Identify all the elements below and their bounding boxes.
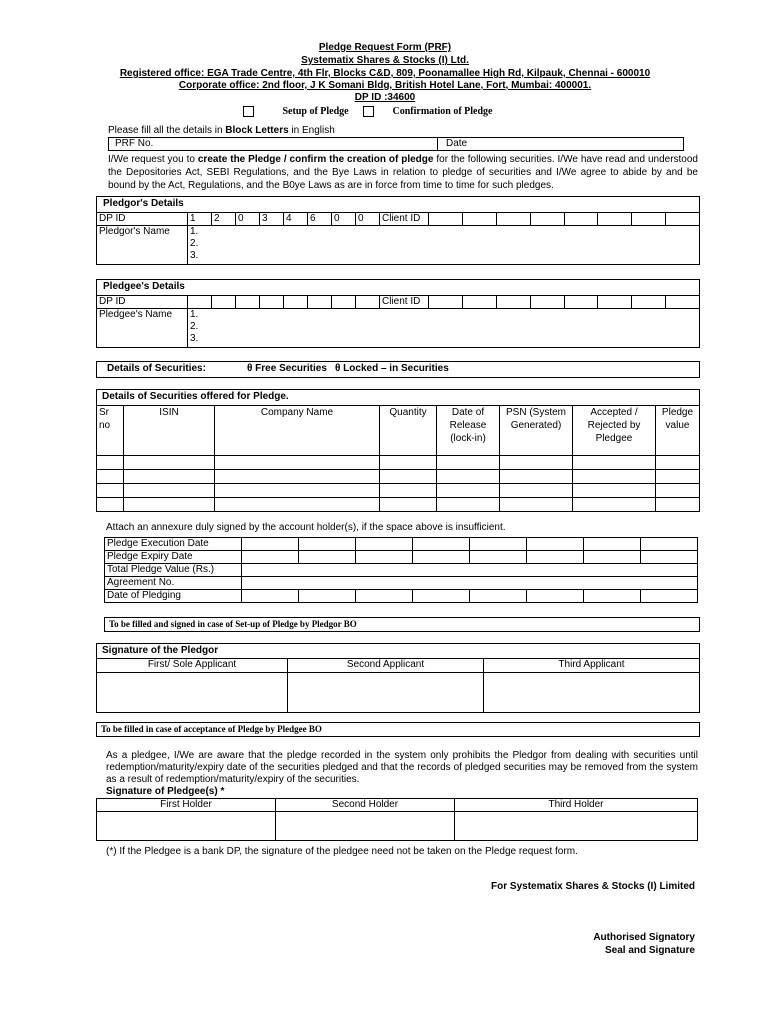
pledge-info-label: Pledge Expiry Date	[105, 551, 242, 564]
securities-type-box	[96, 361, 700, 378]
pledgee-signature-heading: Signature of Pledgee(s) *	[106, 786, 225, 797]
pledgor-dpid-digit[interactable]: 1	[188, 213, 212, 226]
pledge-info-label: Date of Pledging	[105, 590, 242, 603]
pledgee-name-line: 1.	[190, 309, 199, 320]
pledgor-name-line: 2.	[190, 238, 199, 249]
pledgee-dpid-label: DP ID	[97, 296, 188, 309]
pledgee-clientid-cell[interactable]	[496, 296, 530, 309]
signature-field[interactable]	[276, 812, 455, 841]
pledgor-heading-box	[96, 196, 700, 213]
setup-section-heading	[104, 617, 700, 632]
pledge-info-row[interactable]	[105, 564, 698, 577]
signature-field[interactable]	[484, 673, 699, 712]
pledgor-name-cell[interactable]	[188, 226, 700, 265]
pledgor-table	[96, 212, 700, 265]
fill-post: in English	[288, 125, 335, 136]
prf-table	[108, 137, 684, 151]
pledgee-dpid-cell[interactable]	[212, 296, 236, 309]
table-row[interactable]	[97, 456, 700, 470]
pledgee-name-line: 2.	[190, 321, 199, 332]
pledgee-clientid-cell[interactable]	[598, 296, 632, 309]
pledge-info-label: Agreement No.	[105, 577, 242, 590]
pledgee-clientid-cell[interactable]	[666, 296, 700, 309]
annexure-note: Attach an annexure duly signed by the account holder(s), if the space above is insufficient.	[106, 522, 506, 533]
pledgor-clientid-cell[interactable]	[632, 213, 666, 226]
pledgee-dpid-cell[interactable]	[188, 296, 212, 309]
acceptance-paragraph: As a pledgee, I/We are aware that the pledge recorded in the system only prohibits the Pledgor from dealing with securities until redemption/maturity/expiry date of the securities pledged and that the records of pledged securities may be removed from the system as a result of redemption/maturity/expiry of the securities.	[106, 750, 698, 785]
applicant-label: Third Applicant	[558, 659, 625, 670]
pledgor-dpid-digit[interactable]: 0	[332, 213, 356, 226]
acceptance-section-text: To be filled in case of acceptance of Pledge by Pledgee BO	[101, 724, 322, 734]
pledgor-clientid-cell[interactable]	[598, 213, 632, 226]
pledgee-clientid-cell[interactable]	[462, 296, 496, 309]
footer-company: For Systematix Shares & Stocks (I) Limited	[491, 881, 695, 892]
confirm-label: Confirmation of Pledge	[392, 106, 493, 117]
pledgor-clientid-label: Client ID	[380, 213, 429, 226]
pledgor-clientid-cell[interactable]	[462, 213, 496, 226]
signature-field[interactable]	[97, 673, 287, 712]
pledgee-clientid-cell[interactable]	[632, 296, 666, 309]
pledgor-clientid-cell[interactable]	[429, 213, 463, 226]
pledge-info-row[interactable]	[105, 590, 698, 603]
pledgor-dpid-digit[interactable]: 0	[356, 213, 380, 226]
confirm-checkbox[interactable]	[363, 106, 374, 117]
pledgor-dpid-digit[interactable]: 2	[212, 213, 236, 226]
pledgor-clientid-cell[interactable]	[564, 213, 598, 226]
pledge-info-label: Total Pledge Value (Rs.)	[105, 564, 242, 577]
applicant-label: First/ Sole Applicant	[147, 659, 237, 670]
fill-bold: Block Letters	[225, 125, 289, 136]
prf-no-cell[interactable]	[109, 138, 438, 151]
col-header: Sr no	[97, 406, 124, 456]
pledgee-heading: Pledgee's Details	[103, 281, 185, 292]
pledgee-clientid-cell[interactable]	[530, 296, 564, 309]
pledgee-dpid-cell[interactable]	[356, 296, 380, 309]
pledgee-dpid-cell[interactable]	[332, 296, 356, 309]
dp-id-header: DP ID :34600	[354, 92, 416, 103]
prf-no-label: PRF No.	[115, 138, 154, 149]
securities-type-label: Details of Securities:	[107, 363, 206, 374]
securities-table-heading: Details of Securities offered for Pledge.	[102, 391, 289, 402]
col-header: Accepted / Rejected by Pledgee	[573, 406, 656, 456]
securities-header-row	[97, 406, 700, 456]
confirm-option[interactable]	[363, 106, 493, 117]
pledgee-heading-box	[96, 279, 700, 296]
pledgor-clientid-cell[interactable]	[530, 213, 564, 226]
date-cell[interactable]	[438, 138, 684, 151]
pledgee-clientid-cell[interactable]	[429, 296, 463, 309]
holder-label: First Holder	[97, 799, 276, 812]
date-label: Date	[446, 138, 468, 149]
signature-field[interactable]	[288, 673, 483, 712]
seal-signature: Seal and Signature	[604, 945, 695, 956]
pledgor-clientid-cell[interactable]	[666, 213, 700, 226]
col-header: Date of Release (lock-in)	[437, 406, 500, 456]
holder-label: Second Holder	[276, 799, 455, 812]
pledgor-dpid-label: DP ID	[97, 213, 188, 226]
pledgee-name-line: 3.	[190, 333, 199, 344]
pledgor-dpid-digit[interactable]: 6	[308, 213, 332, 226]
table-row[interactable]	[97, 470, 700, 484]
pledgor-name-line: 1.	[190, 226, 199, 237]
table-row[interactable]	[97, 484, 700, 498]
securities-table	[96, 405, 700, 512]
table-row[interactable]	[97, 498, 700, 512]
registered-office: Registered office: EGA Trade Centre, 4th Flr, Blocks C&D, 809, Poonamallee High Rd, Kilpauk, Chennai - 600010	[119, 68, 651, 79]
pledgee-clientid-label: Client ID	[380, 296, 429, 309]
setup-checkbox[interactable]	[243, 106, 254, 117]
free-securities-option[interactable]: θ Free Securities	[247, 363, 327, 374]
col-header: Pledge value	[656, 406, 700, 456]
corporate-office: Corporate office: 2nd floor, J K Somani Bldg, British Hotel Lane, Fort, Mumbai: 400001.	[178, 80, 592, 91]
signature-field[interactable]	[97, 812, 276, 841]
applicant-label: Second Applicant	[346, 659, 425, 670]
signature-field[interactable]	[455, 812, 698, 841]
pledgee-dpid-cell[interactable]	[284, 296, 308, 309]
pledge-info-label: Pledge Execution Date	[105, 538, 242, 551]
request-post: for the following securities. I/We have read and understood the Depositories Act, SEBI Regulations, and the Bye Laws in relation to pledge of securities and I/We agree to abide by and be bound by the Act, Regulations, and the B0ye Laws as are in force from time to time for such pledges.	[108, 154, 698, 191]
pledgee-table	[96, 295, 700, 348]
col-header: Company Name	[215, 406, 380, 456]
pledgor-dpid-digit[interactable]: 4	[284, 213, 308, 226]
setup-option[interactable]	[243, 106, 349, 117]
fill-instruction	[108, 125, 335, 136]
col-header: Quantity	[380, 406, 437, 456]
footnote: (*) If the Pledgee is a bank DP, the signature of the pledgee need not be taken on the Pledge request form.	[106, 846, 578, 857]
pledge-info-table	[104, 537, 698, 603]
pledgee-dpid-cell[interactable]	[260, 296, 284, 309]
pledge-info-row[interactable]	[105, 538, 698, 551]
col-header: ISIN	[124, 406, 215, 456]
acceptance-section-heading	[96, 722, 700, 737]
pledgee-signature-table	[96, 798, 698, 841]
securities-table-heading-box	[96, 389, 700, 406]
pledgor-signature-heading: Signature of the Pledgor	[102, 645, 219, 656]
pledgor-heading: Pledgor's Details	[103, 198, 184, 209]
pledgor-signature-box	[96, 643, 700, 713]
authorised-signatory: Authorised Signatory	[593, 932, 695, 943]
form-title: Pledge Request Form (PRF)	[318, 42, 452, 53]
pledgor-name-label: Pledgor's Name	[97, 226, 188, 265]
col-header: PSN (System Generated)	[500, 406, 573, 456]
request-bold: create the Pledge / confirm the creation of pledge	[197, 154, 434, 165]
pledgee-clientid-cell[interactable]	[564, 296, 598, 309]
pledgee-name-cell[interactable]	[188, 309, 700, 348]
setup-label: Setup of Pledge	[282, 106, 349, 117]
fill-text: Please fill all the details in	[108, 125, 226, 136]
pledgor-dpid-digit[interactable]: 0	[236, 213, 260, 226]
company-name: Systematix Shares & Stocks (I) Ltd.	[301, 55, 469, 66]
pledgor-clientid-cell[interactable]	[496, 213, 530, 226]
locked-securities-option[interactable]: θ Locked – in Securities	[335, 363, 449, 374]
pledgee-name-label: Pledgee's Name	[97, 309, 188, 348]
pledgor-dpid-digit[interactable]: 3	[260, 213, 284, 226]
pledgee-dpid-cell[interactable]	[308, 296, 332, 309]
request-pre: I/We request you to	[108, 154, 198, 165]
pledge-info-row[interactable]	[105, 577, 698, 590]
pledgee-dpid-cell[interactable]	[236, 296, 260, 309]
pledge-info-row[interactable]	[105, 551, 698, 564]
holder-label: Third Holder	[455, 799, 698, 812]
pledgor-name-line: 3.	[190, 250, 199, 261]
setup-section-text: To be filled and signed in case of Set-up of Pledge by Pledgor BO	[109, 619, 357, 629]
request-paragraph	[108, 153, 698, 192]
